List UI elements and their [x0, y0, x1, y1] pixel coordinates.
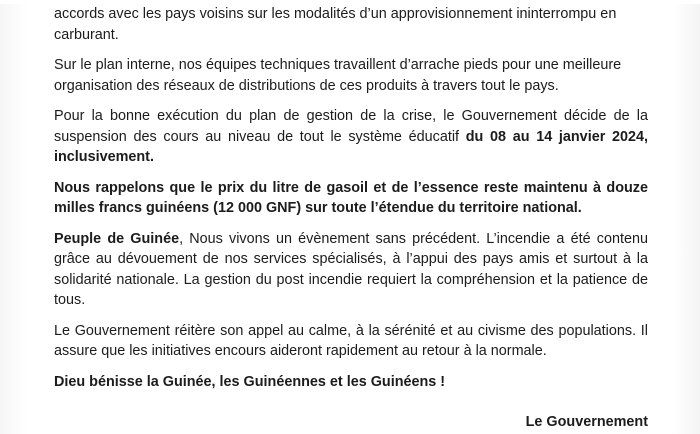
paragraph-internal-plan: Sur le plan interne, nos équipes techniques travaillent d’arrache pieds pour une meilleure organisation des réseaux de distributions de ces produits à travers tout le pays.	[54, 57, 622, 94]
paragraph-call-for-calm: Le Gouvernement réitère son appel au calme, à la sérénité et au civisme des populations. Il assure que les initiatives encours aideront rapidement au retour à la normale.	[54, 322, 648, 359]
document-page	[0, 4, 700, 434]
paragraph-school-suspension	[54, 106, 648, 168]
school-suspension-dates: du 08 au 14 janvier 2024, inclusivement.	[54, 128, 648, 165]
people-of-guinea-heading: Peuple de Guinée	[54, 230, 180, 247]
paragraph-supply-agreements: accords avec les pays voisins sur les modalités d’un approvisionnement ininterrompu en carburant.	[54, 6, 617, 43]
paragraph-blessing: Dieu bénisse la Guinée, les Guinéennes et les Guinéens !	[54, 373, 446, 390]
signature: Le Gouvernement	[525, 414, 648, 430]
people-of-guinea-text: , Nous vivons un évènement sans précédent. L’incendie a été contenu grâce au dévouement de nos services spécialisés, à l’appui des pays amis et surtout à la solidarité nationale. La gestion du post incendie requiert la compréhension et la patience de tous.	[54, 230, 648, 308]
school-suspension-text: Pour la bonne exécution du plan de gestion de la crise, le Gouvernement décide de la suspension des cours au niveau de tout le système éducatif	[54, 108, 648, 145]
paragraph-fuel-price: Nous rappelons que le prix du litre de gasoil et de l’essence reste maintenu à douze milles francs guinéens (12 000 GNF) sur toute l’étendue du territoire national.	[54, 179, 648, 216]
paragraph-people-of-guinea	[54, 229, 648, 311]
